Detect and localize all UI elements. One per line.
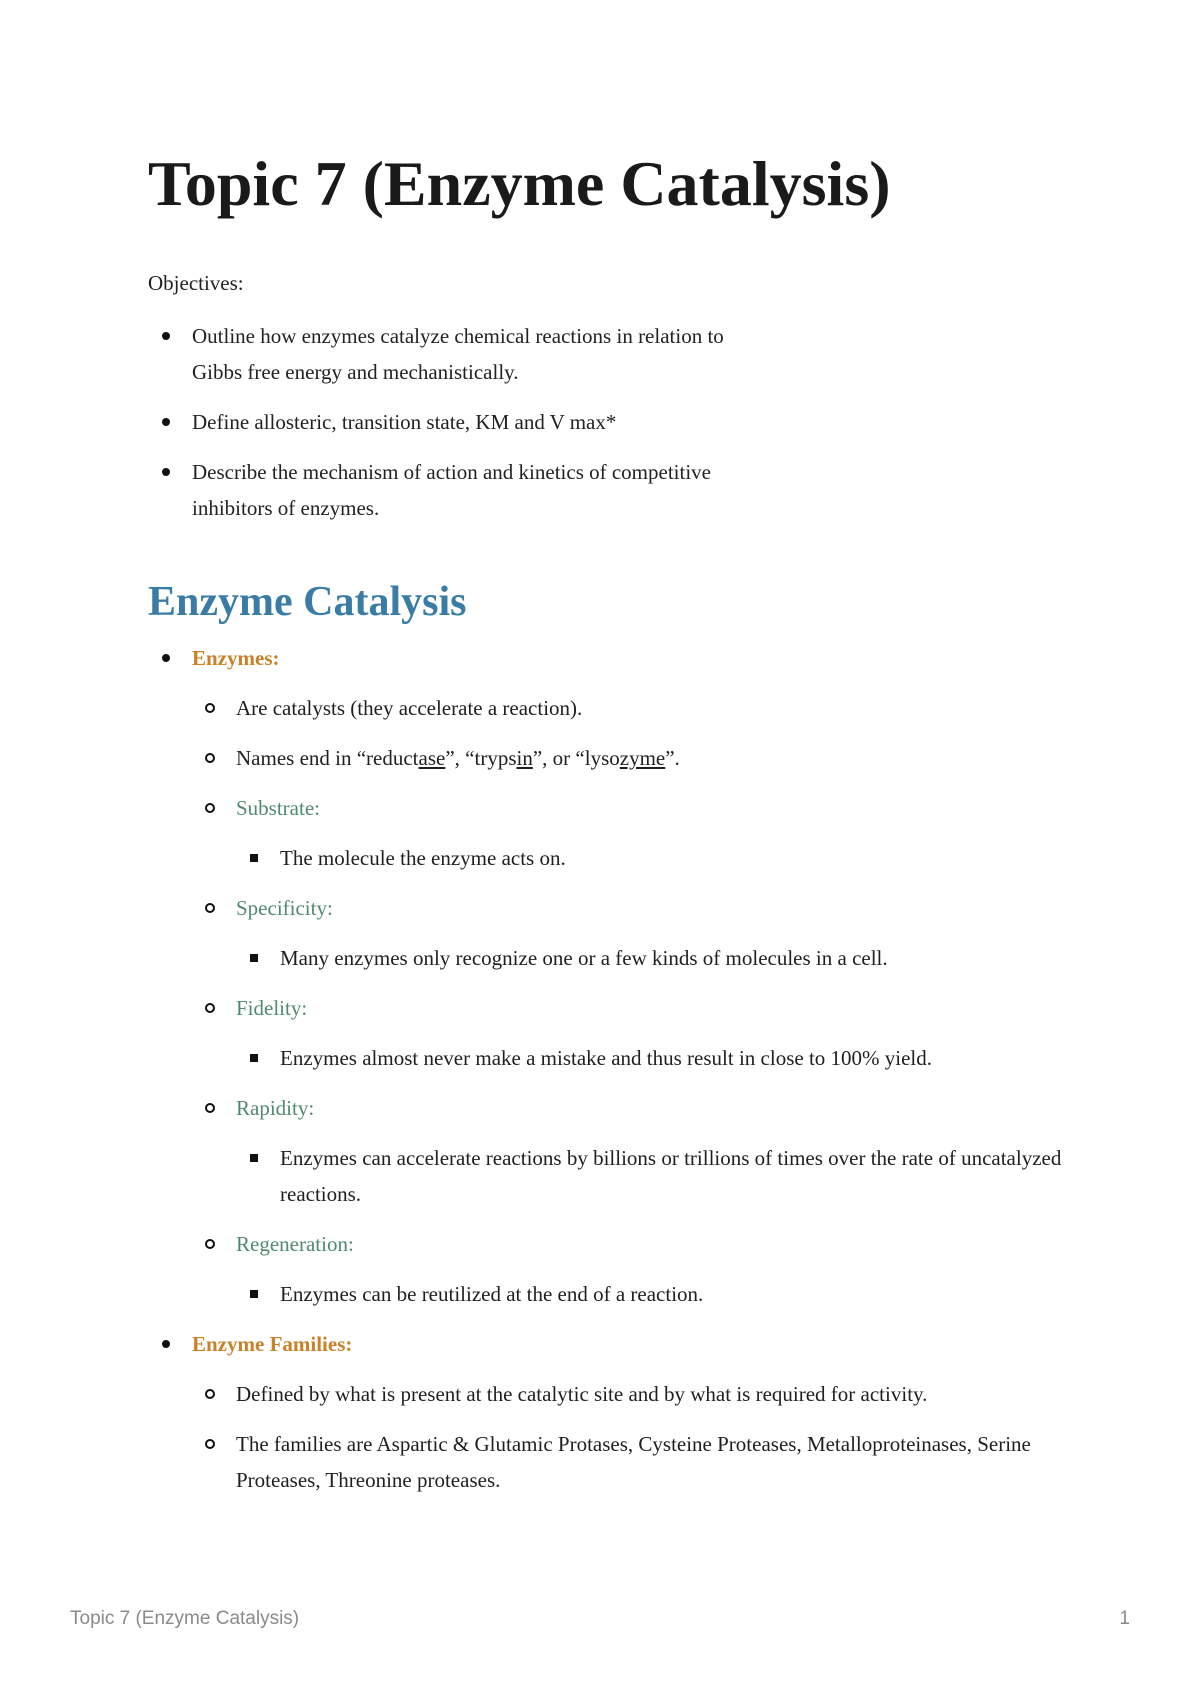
list-item [236, 1140, 1068, 1212]
bullet-circle-icon [205, 703, 215, 713]
objective-item [148, 454, 848, 526]
bullet-circle-icon [205, 1103, 215, 1113]
fidelity-label: Fidelity: [236, 996, 308, 1020]
bullet-square-icon [250, 954, 258, 962]
objective-text: Describe the mechanism of action and kinetics of competitive inhibitors of enzymes. [192, 460, 711, 520]
enzymes-heading: Enzymes: [192, 646, 280, 670]
list-item [192, 990, 1068, 1076]
list-item [192, 1376, 1068, 1412]
bullet-square-icon [250, 854, 258, 862]
list-item [192, 740, 1068, 776]
specificity-detail: Many enzymes only recognize one or a few kinds of molecules in a cell. [280, 946, 888, 970]
enzyme-families-heading: Enzyme Families: [192, 1332, 353, 1356]
bullet-disc-icon [162, 1340, 170, 1348]
bullet-circle-icon [205, 753, 215, 763]
list-item [192, 790, 1068, 876]
footer-title: Topic 7 (Enzyme Catalysis) [70, 1608, 300, 1629]
enzymes-item [148, 640, 1068, 1312]
bullet-square-icon [250, 1290, 258, 1298]
section-heading: Enzyme Catalysis [148, 579, 467, 625]
bullet-circle-icon [205, 1003, 215, 1013]
families-names: The families are Aspartic & Glutamic Protases, Cysteine Proteases, Metalloproteinases, Serine Proteases, Threonine proteases. [236, 1432, 1031, 1492]
list-item [192, 1426, 1068, 1498]
bullet-square-icon [250, 1154, 258, 1162]
list-item [192, 1226, 1068, 1312]
families-definition: Defined by what is present at the catalytic site and by what is required for activity. [236, 1382, 928, 1406]
specificity-sublist [236, 940, 1068, 976]
bullet-disc-icon [162, 468, 170, 476]
objective-text: Define allosteric, transition state, KM and V max* [192, 410, 617, 434]
enzyme-catalysis-list [148, 640, 1068, 1512]
regeneration-label: Regeneration: [236, 1232, 354, 1256]
list-item [236, 940, 1068, 976]
names-end: ”. [665, 746, 680, 770]
page-number: 1 [1119, 1608, 1130, 1629]
list-item [192, 1090, 1068, 1212]
list-item [192, 690, 1068, 726]
rapidity-sublist [236, 1140, 1068, 1212]
names-mid2: ”, or “lyso [532, 746, 620, 770]
fidelity-detail: Enzymes almost never make a mistake and thus result in close to 100% yield. [280, 1046, 933, 1070]
bullet-disc-icon [162, 654, 170, 662]
objective-text: Outline how enzymes catalyze chemical reactions in relation to Gibbs free energy and mechanistically. [192, 324, 724, 384]
list-item [236, 1276, 1068, 1312]
names-mid1: ”, “tryps [445, 746, 517, 770]
page-title: Topic 7 (Enzyme Catalysis) [148, 148, 891, 219]
enzyme-families-item [148, 1326, 1068, 1498]
names-suffix-ase: ase [418, 746, 446, 770]
list-item [192, 890, 1068, 976]
regeneration-detail: Enzymes can be reutilized at the end of a reaction. [280, 1282, 704, 1306]
bullet-circle-icon [205, 803, 215, 813]
families-sublist [192, 1376, 1068, 1498]
enzymes-sublist [192, 690, 1068, 1312]
objective-item [148, 404, 848, 440]
objectives-list [148, 318, 848, 540]
substrate-sublist [236, 840, 1068, 876]
rapidity-label: Rapidity: [236, 1096, 315, 1120]
bullet-circle-icon [205, 1439, 215, 1449]
names-prefix: Names end in “reduct [236, 746, 419, 770]
objectives-label: Objectives: [148, 271, 244, 295]
catalysts-text: Are catalysts (they accelerate a reaction). [236, 696, 583, 720]
regeneration-sublist [236, 1276, 1068, 1312]
substrate-detail: The molecule the enzyme acts on. [280, 846, 566, 870]
names-suffix-in: in [516, 746, 533, 770]
fidelity-sublist [236, 1040, 1068, 1076]
rapidity-detail: Enzymes can accelerate reactions by billions or trillions of times over the rate of uncatalyzed reactions. [280, 1146, 1062, 1206]
bullet-circle-icon [205, 1239, 215, 1249]
bullet-circle-icon [205, 1389, 215, 1399]
list-item [236, 840, 1068, 876]
list-item [236, 1040, 1068, 1076]
bullet-disc-icon [162, 418, 170, 426]
substrate-label: Substrate: [236, 796, 320, 820]
bullet-square-icon [250, 1054, 258, 1062]
objective-item [148, 318, 848, 390]
bullet-disc-icon [162, 332, 170, 340]
bullet-circle-icon [205, 903, 215, 913]
names-text [236, 740, 1068, 776]
names-suffix-zyme: zyme [619, 746, 666, 770]
specificity-label: Specificity: [236, 896, 333, 920]
